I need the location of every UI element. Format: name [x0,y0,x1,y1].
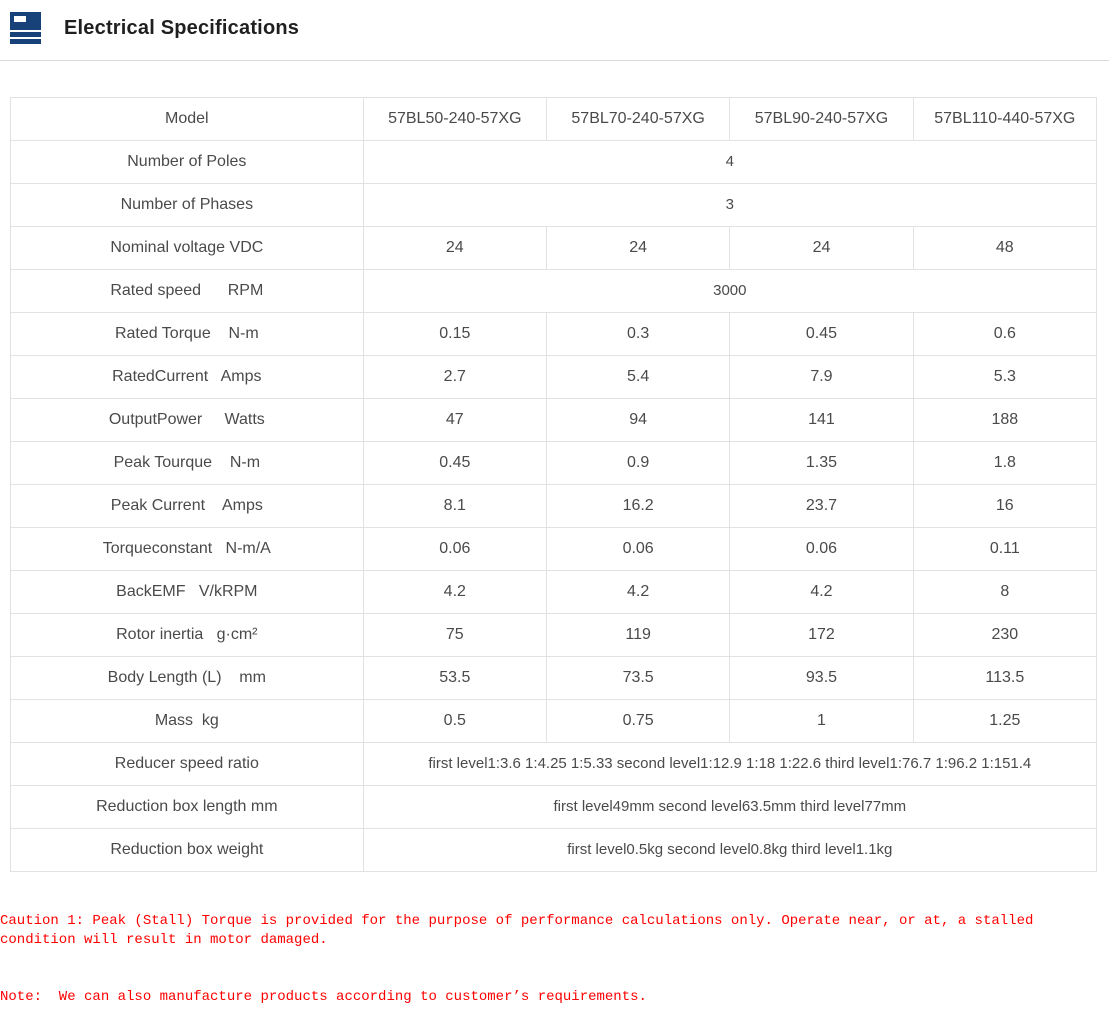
footnotes [0,874,1105,1026]
row-label: Rated Torque N-m [11,313,364,356]
row-value: 57BL110-440-57XG [913,98,1096,141]
table-row [11,571,1097,614]
row-value: 47 [363,399,546,442]
row-value: 1.25 [913,700,1096,743]
header-divider [0,60,1109,61]
row-value: 0.5 [363,700,546,743]
row-value: 1 [730,700,913,743]
row-value: 5.3 [913,356,1096,399]
row-value: 24 [363,227,546,270]
row-value-span: first level49mm second level63.5mm third level77mm [363,786,1096,829]
row-value: 0.45 [363,442,546,485]
row-value: 93.5 [730,657,913,700]
row-label: RatedCurrent Amps [11,356,364,399]
row-label: Body Length (L) mm [11,657,364,700]
row-value: 0.06 [730,528,913,571]
table-row [11,356,1097,399]
row-value: 230 [913,614,1096,657]
table-row [11,700,1097,743]
row-value: 113.5 [913,657,1096,700]
row-value: 24 [546,227,729,270]
row-value: 0.45 [730,313,913,356]
row-value: 4.2 [546,571,729,614]
row-label: Peak Tourque N-m [11,442,364,485]
row-value: 0.6 [913,313,1096,356]
row-label: Number of Poles [11,141,364,184]
table-row [11,528,1097,571]
row-value: 0.3 [546,313,729,356]
row-value: 2.7 [363,356,546,399]
row-value: 23.7 [730,485,913,528]
row-value: 0.15 [363,313,546,356]
table-row [11,184,1097,227]
table-row [11,614,1097,657]
row-value: 5.4 [546,356,729,399]
row-label: Number of Phases [11,184,364,227]
table-row [11,227,1097,270]
row-value: 119 [546,614,729,657]
row-value-span: 4 [363,141,1096,184]
table-row [11,743,1097,786]
row-value: 57BL50-240-57XG [363,98,546,141]
row-label: Rated speed RPM [11,270,364,313]
table-row [11,270,1097,313]
row-value: 0.06 [363,528,546,571]
table-row [11,313,1097,356]
row-value-span: first level1:3.6 1:4.25 1:5.33 second level1:12.9 1:18 1:22.6 third level1:76.7 1:96.2 1:151.4 [363,743,1096,786]
table-row [11,399,1097,442]
row-value: 0.9 [546,442,729,485]
table-row [11,98,1097,141]
row-value-span: 3000 [363,270,1096,313]
table-row [11,141,1097,184]
row-value: 48 [913,227,1096,270]
row-value: 172 [730,614,913,657]
row-value: 57BL70-240-57XG [546,98,729,141]
row-value: 188 [913,399,1096,442]
row-value: 8.1 [363,485,546,528]
row-value: 0.06 [546,528,729,571]
row-label: Reduction box weight [11,829,364,872]
row-value: 94 [546,399,729,442]
row-value: 57BL90-240-57XG [730,98,913,141]
row-label: Peak Current Amps [11,485,364,528]
row-label: Mass kg [11,700,364,743]
row-value: 73.5 [546,657,729,700]
row-value-span: 3 [363,184,1096,227]
page-header [0,0,1109,44]
caution-text: Caution 1: Peak (Stall) Torque is provided for the purpose of performance calculations only. Operate near, or at, a stalled condition will result in motor damaged. [0,913,1042,948]
spec-sheet-icon [10,12,41,44]
page-title: Electrical Specifications [64,16,300,39]
row-value: 0.11 [913,528,1096,571]
row-label: Rotor inertia g·cm² [11,614,364,657]
row-value: 1.8 [913,442,1096,485]
row-value: 53.5 [363,657,546,700]
row-value-span: first level0.5kg second level0.8kg third level1.1kg [363,829,1096,872]
row-value: 4.2 [363,571,546,614]
row-label: BackEMF V/kRPM [11,571,364,614]
row-value: 141 [730,399,913,442]
row-label: Nominal voltage VDC [11,227,364,270]
row-value: 1.35 [730,442,913,485]
table-row [11,829,1097,872]
note-text: Note: We can also manufacture products according to customer’s requirements. [0,989,647,1005]
spec-table-body [11,98,1097,872]
row-value: 0.75 [546,700,729,743]
row-value: 7.9 [730,356,913,399]
row-label: Reduction box length mm [11,786,364,829]
row-label: Torqueconstant N-m/A [11,528,364,571]
row-value: 8 [913,571,1096,614]
table-row [11,786,1097,829]
spec-table-container [10,97,1109,872]
table-row [11,442,1097,485]
row-label: Reducer speed ratio [11,743,364,786]
row-label: OutputPower Watts [11,399,364,442]
electrical-spec-table [10,97,1097,872]
row-value: 24 [730,227,913,270]
row-value: 4.2 [730,571,913,614]
row-value: 16.2 [546,485,729,528]
row-value: 75 [363,614,546,657]
row-value: 16 [913,485,1096,528]
table-row [11,657,1097,700]
row-label: Model [11,98,364,141]
table-row [11,485,1097,528]
